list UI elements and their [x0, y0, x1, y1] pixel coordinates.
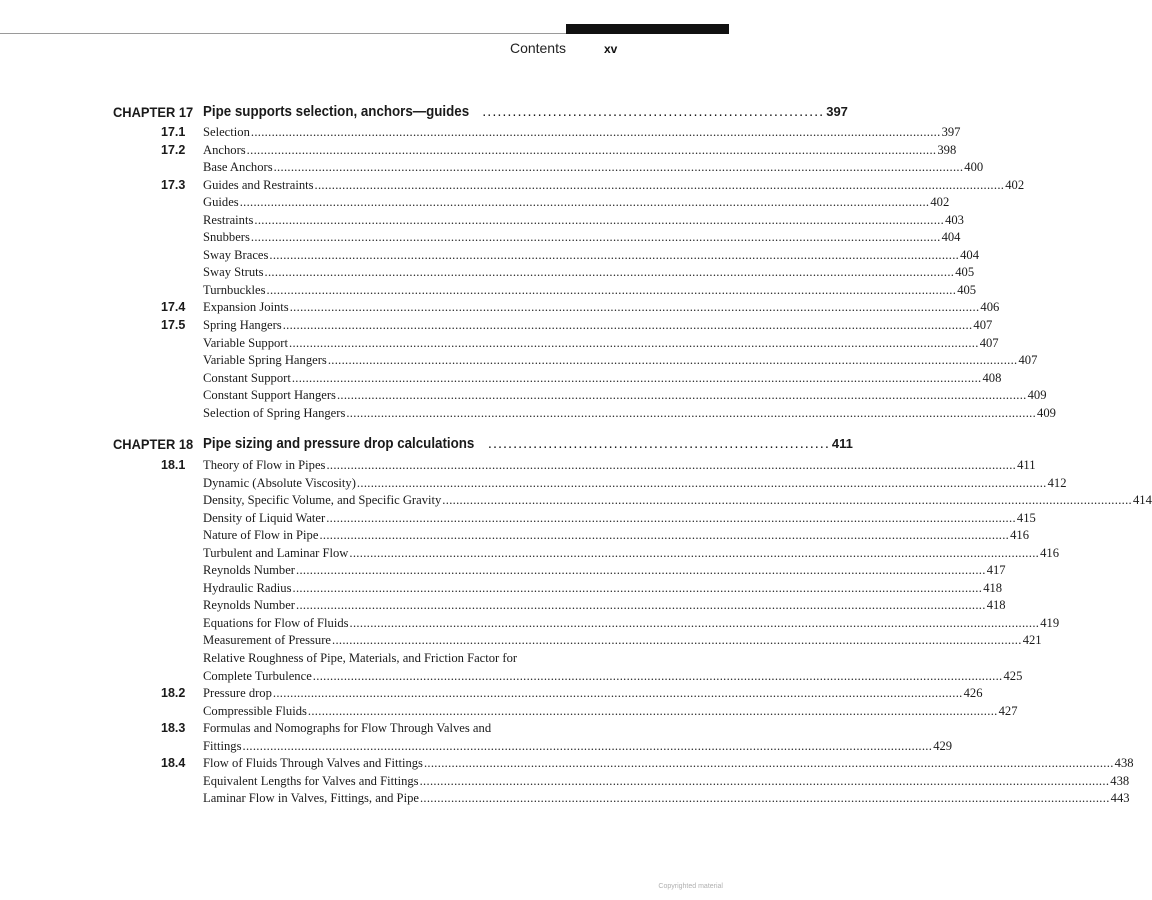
toc-entry[interactable] — [113, 177, 1025, 195]
entry-title: Spring Hangers — [203, 318, 282, 333]
toc-entry[interactable] — [113, 632, 1042, 650]
entry-page: 409 — [1037, 405, 1056, 420]
dot-leader: ........................................................................................................................................................................................................ — [250, 125, 941, 139]
entry-title: Relative Roughness of Pipe, Materials, and Friction Factor for — [203, 651, 518, 666]
toc-entry[interactable] — [113, 492, 1152, 510]
dot-leader: ........................................................................................................................................................................................................ — [307, 703, 998, 718]
entry-page: 398 — [937, 142, 957, 157]
entry-title: Measurement of Pressure — [203, 633, 331, 648]
entry-title: Base Anchors — [203, 160, 273, 175]
entry-title: Variable Support — [203, 335, 288, 350]
entry-page: 407 — [973, 318, 993, 333]
toc-entry[interactable] — [113, 317, 993, 335]
entry-page: 438 — [1114, 756, 1134, 771]
entry-title-continued: Fittings — [203, 738, 242, 753]
section-number: 18.1 — [161, 458, 186, 472]
running-head-title: Contents — [509, 40, 566, 56]
toc-entry[interactable] — [113, 124, 961, 142]
entry-page: 416 — [1010, 528, 1030, 543]
section-number: 17.4 — [161, 300, 186, 315]
entry-page: 414 — [1132, 493, 1152, 508]
entry-page: 419 — [1040, 615, 1060, 630]
copyright-watermark: Copyrighted material — [658, 883, 723, 890]
section-number: 17.1 — [161, 125, 186, 139]
toc-entry[interactable] — [113, 773, 1130, 791]
entry-page: 404 — [960, 247, 979, 262]
toc-entry[interactable] — [113, 335, 999, 353]
dot-leader: ........................................................................................................................................................................................................ — [239, 195, 930, 210]
entry-page: 425 — [1003, 668, 1023, 683]
dot-leader: ........................................................................................................................................................................................................ — [419, 791, 1110, 806]
entry-page: 407 — [1018, 353, 1038, 368]
toc-entry[interactable] — [113, 755, 1134, 773]
dot-leader: ........................................................................................................................................................................................................ — [326, 510, 1016, 525]
entry-page: 417 — [986, 563, 1006, 578]
toc-entry-continuation[interactable] — [113, 738, 953, 756]
toc-entry[interactable] — [113, 387, 1047, 405]
toc-entry[interactable] — [113, 370, 1002, 388]
entry-title: Constant Support Hangers — [203, 388, 336, 403]
entry-title: Reynolds Number — [203, 563, 295, 578]
toc-entry[interactable] — [113, 299, 1000, 317]
dot-leader: ........................................................................................................................................................................................................ — [254, 212, 945, 227]
dot-leader: ........................................................................................................................................................................................................ — [289, 300, 980, 315]
toc-entry[interactable] — [113, 685, 983, 703]
dot-leader: ........................................................................................................................................................................................................ — [282, 318, 973, 333]
entry-page: 418 — [986, 598, 1006, 613]
toc-entry[interactable] — [113, 264, 975, 282]
entry-title: Guides — [203, 195, 239, 210]
entry-page: 416 — [1040, 545, 1059, 560]
toc-entry[interactable] — [113, 720, 566, 738]
toc-entry[interactable] — [113, 247, 979, 265]
toc-entry[interactable] — [113, 790, 1130, 808]
dot-leader: ........................................................................................................................................................................................................ — [296, 563, 986, 578]
dot-leader: .................................................................... — [482, 104, 825, 120]
dot-leader: ........................................................................................................................................................................................................ — [419, 773, 1110, 788]
entry-title: Sway Braces — [203, 247, 269, 262]
entry-title: Restraints — [203, 212, 254, 227]
chapter-title: Pipe supports selection, anchors—guides — [203, 104, 470, 120]
dot-leader: ........................................................................................................................................................................................................ — [246, 142, 937, 157]
entry-title: Anchors — [203, 142, 246, 157]
entry-title: Expansion Joints — [203, 300, 289, 315]
dot-leader: ........................................................................................................................................................................................................ — [423, 756, 1114, 771]
entry-title: Equivalent Lengths for Valves and Fittings — [203, 773, 419, 788]
entry-page: 400 — [964, 160, 984, 175]
entry-title: Turbulent and Laminar Flow — [203, 545, 349, 560]
entry-page: 397 — [941, 125, 961, 139]
entry-page: 406 — [980, 300, 1000, 315]
section-number: 17.3 — [161, 177, 186, 192]
toc-entry[interactable] — [113, 580, 1003, 598]
toc-entry[interactable] — [113, 545, 1059, 563]
toc-entry[interactable] — [113, 212, 964, 230]
toc-entry[interactable] — [113, 457, 1036, 475]
entry-title: Compressible Fluids — [203, 703, 307, 718]
entry-page: 427 — [998, 703, 1018, 718]
toc-entry[interactable] — [113, 194, 950, 212]
dot-leader: ........................................................................................................................................................................................................ — [266, 282, 957, 297]
dot-leader: ........................................................................................................................................................................................................ — [272, 686, 963, 701]
dot-leader: .................................................................... — [487, 436, 830, 452]
running-head — [0, 40, 729, 60]
chapter-label: CHAPTER 17 — [113, 104, 194, 120]
entry-page: 429 — [933, 738, 953, 753]
dot-leader: ........................................................................................................................................................................................................ — [332, 633, 1022, 648]
toc-entry[interactable] — [113, 229, 961, 247]
entry-title: Pressure drop — [203, 686, 272, 701]
section-number: 17.2 — [161, 142, 186, 157]
running-head-page-number: xv — [604, 42, 618, 56]
entry-title: Theory of Flow in Pipes — [203, 458, 326, 472]
entry-title: Constant Support — [203, 370, 291, 385]
entry-title: Sway Struts — [203, 265, 264, 280]
toc-entry[interactable] — [113, 405, 1056, 423]
chapter-17-entries — [113, 124, 1056, 422]
toc-entry[interactable] — [113, 475, 1067, 493]
entry-title: Formulas and Nomographs for Flow Through Valves and — [203, 721, 492, 736]
dot-leader: ........................................................................................................................................................................................................ — [312, 668, 1003, 683]
dot-leader: ........................................................................................................................................................................................................ — [356, 475, 1047, 490]
entry-title: Dynamic (Absolute Viscosity) — [203, 475, 356, 490]
entry-title: Guides and Restraints — [203, 177, 314, 192]
entry-page: 426 — [963, 686, 983, 701]
entry-title: Density of Liquid Water — [203, 510, 326, 525]
chapter-label: CHAPTER 18 — [113, 436, 194, 452]
header-bar — [566, 24, 729, 34]
entry-page: 407 — [979, 335, 999, 350]
entry-page: 415 — [1016, 510, 1036, 525]
entry-title: Laminar Flow in Valves, Fittings, and Pipe — [203, 791, 419, 806]
entry-page: 403 — [945, 212, 964, 227]
dot-leader: ........................................................................................................................................................................................................ — [289, 335, 979, 350]
toc-entry[interactable] — [113, 527, 1030, 545]
toc-entry-continuation[interactable] — [113, 668, 1023, 686]
dot-leader: ........................................................................................................................................................................................................ — [349, 545, 1040, 560]
entry-title: Variable Spring Hangers — [203, 353, 327, 368]
chapter-18-entries — [113, 457, 1152, 808]
dot-leader: ........................................................................................................................................................................................................ — [296, 598, 986, 613]
entry-title: Snubbers — [203, 230, 250, 245]
toc-entry[interactable] — [113, 142, 957, 160]
entry-page: 405 — [957, 282, 977, 297]
entry-page: 402 — [1005, 177, 1025, 192]
entry-page: 404 — [941, 230, 961, 245]
toc-entry[interactable] — [113, 597, 1006, 615]
toc-entry[interactable] — [113, 352, 1038, 370]
entry-page: 408 — [982, 370, 1002, 385]
toc-entry[interactable] — [113, 282, 977, 300]
entry-title-continued: Complete Turbulence — [203, 668, 312, 683]
toc-entry[interactable] — [113, 510, 1036, 528]
dot-leader: ........................................................................................................................................................................................................ — [442, 493, 1132, 508]
entry-page: 409 — [1027, 388, 1047, 403]
dot-leader: ........................................................................................................................................................................................................ — [327, 353, 1018, 368]
chapter-17-heading[interactable] — [113, 104, 848, 124]
entry-title: Selection of Spring Hangers — [203, 405, 346, 420]
toc-entry[interactable] — [113, 703, 1018, 721]
entry-title: Nature of Flow in Pipe — [203, 528, 319, 543]
toc-entry[interactable] — [113, 562, 1006, 580]
entry-page: 411 — [1017, 458, 1036, 472]
entry-title: Turnbuckles — [203, 282, 266, 297]
toc-entry[interactable] — [113, 159, 984, 177]
section-number: 17.5 — [161, 318, 186, 333]
dot-leader: ........................................................................................................................................................................................................ — [319, 528, 1010, 543]
chapter-page: 397 — [826, 104, 848, 119]
entry-page: 421 — [1022, 633, 1042, 648]
dot-leader: ........................................................................................................................................................................................................ — [250, 230, 941, 245]
entry-page: 402 — [930, 195, 950, 210]
chapter-title: Pipe sizing and pressure drop calculations — [203, 436, 475, 452]
dot-leader: ........................................................................................................................................................................................................ — [291, 370, 982, 385]
dot-leader: ........................................................................................................................................................................................................ — [273, 160, 964, 175]
entry-title: Flow of Fluids Through Valves and Fittings — [203, 756, 423, 771]
dot-leader: ........................................................................................................................................................................................................ — [269, 247, 960, 262]
entry-title: Equations for Flow of Fluids — [203, 615, 349, 630]
entry-page: 438 — [1110, 773, 1130, 788]
section-number: 18.3 — [161, 721, 186, 736]
entry-title: Hydraulic Radius — [203, 580, 292, 595]
entry-title: Reynolds Number — [203, 598, 295, 613]
dot-leader: ........................................................................................................................................................................................................ — [264, 265, 955, 280]
dot-leader: ........................................................................................................................................................................................................ — [336, 388, 1027, 403]
dot-leader: ........................................................................................................................................................................................................ — [346, 405, 1037, 420]
section-number: 18.4 — [161, 756, 186, 771]
dot-leader: ........................................................................................................................................................................................................ — [314, 177, 1005, 192]
entry-title: Selection — [203, 125, 250, 139]
chapter-page: 411 — [831, 436, 853, 451]
entry-title: Density, Specific Volume, and Specific Gravity — [203, 493, 442, 508]
entry-page: 418 — [983, 580, 1003, 595]
toc-entry[interactable] — [113, 615, 1060, 633]
dot-leader: ........................................................................................................................................................................................................ — [292, 580, 983, 595]
toc-entry[interactable] — [113, 650, 566, 668]
entry-page: 412 — [1047, 475, 1067, 490]
entry-page: 405 — [955, 265, 975, 280]
chapter-18-heading[interactable] — [113, 436, 853, 456]
entry-page: 443 — [1110, 791, 1130, 806]
dot-leader: ........................................................................................................................................................................................................ — [242, 738, 933, 753]
dot-leader: ........................................................................................................................................................................................................ — [326, 458, 1017, 472]
section-number: 18.2 — [161, 686, 186, 701]
dot-leader: ........................................................................................................................................................................................................ — [349, 615, 1040, 630]
